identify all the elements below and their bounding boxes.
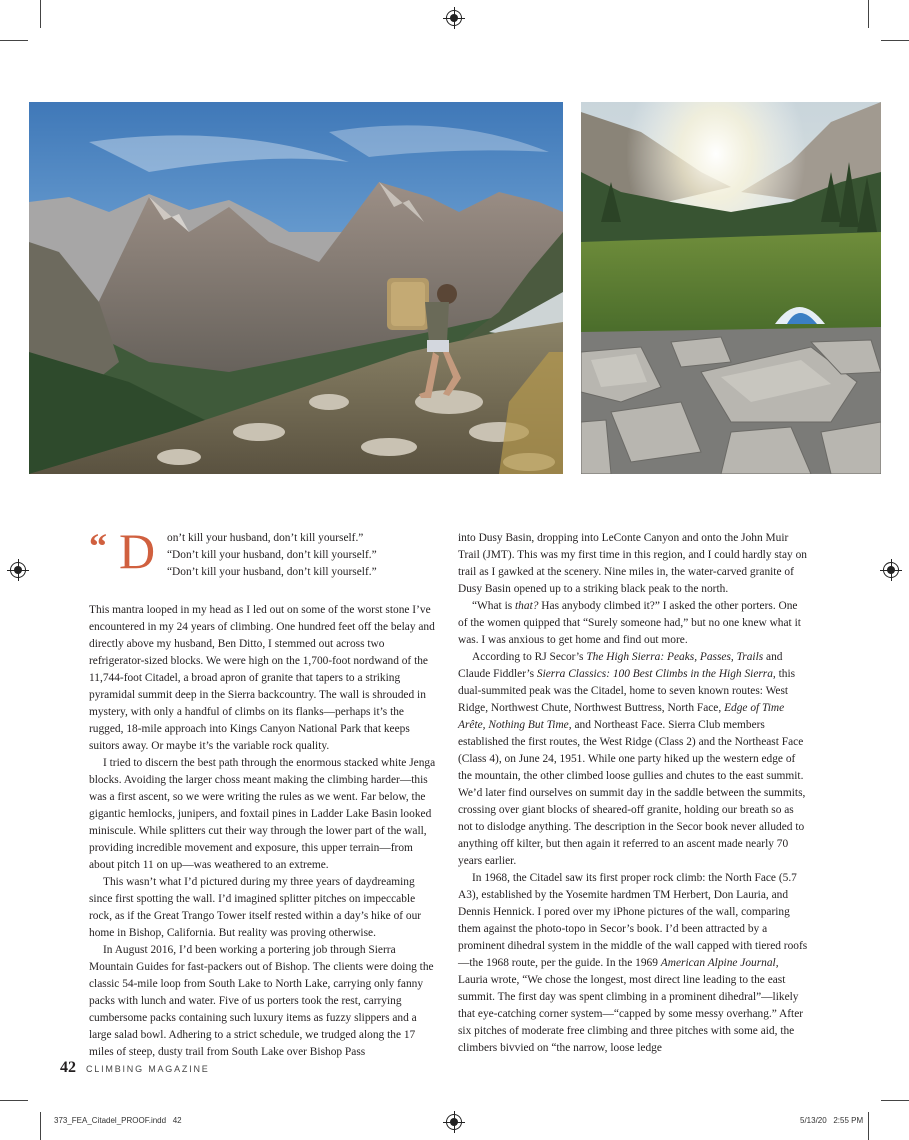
body-paragraph: into Dusy Basin, dropping into LeConte Canyon and onto the John Muir Trail (JMT). This was my first time in this region, and I could hardly stay on trail as I gawked at the scenery. Nine miles in, the water-carved granite of Dusy Basin opened up to a striking black peak to the north. bbox=[458, 532, 807, 595]
body-paragraph: “What is that? Has anybody climbed it?” I asked the other porters. One of the women quipped that “Surely someone had,” but no one knew what it was. I was anxious to get home and find out more. bbox=[458, 600, 801, 646]
mantra-line: on’t kill your husband, don’t kill yourself.” bbox=[167, 532, 364, 544]
mantra-lines bbox=[167, 530, 377, 581]
folio bbox=[60, 1059, 210, 1077]
registration-mark-icon bbox=[10, 562, 26, 578]
body-paragraph: This mantra looped in my head as I led out on some of the worst stone I’ve encountered in my 24 years of climbing. One hundred feet off the belay and directly above my husband, Ben Ditto, I stemmed out across two refrigerator-sized blocks. We were high on the 1,700-foot nordwand of the 11,744-foot Citadel, a broad apron of granite that tapers to a striking pyramidal summit deep in the Sierra backcountry. The wall is shrouded in mystery, with only a handful of climbs on its flanks—perhaps it’s the rugged, 18-mile approach into Kings Canyon National Park that keeps suitors away. Or maybe it’s the variable rock quality. bbox=[89, 604, 435, 752]
crop-mark bbox=[881, 1100, 909, 1101]
photo-tent-boulders bbox=[581, 102, 881, 474]
crop-mark bbox=[40, 0, 41, 28]
body-paragraph: This wasn’t what I’d pictured during my three years of daydreaming since first spotting the wall. I’d imagined splitter pitches on impeccable rock, as if the Great Trango Tower itself rested within a day’s hike of our home in Bishop, California. But reality was proving otherwise. bbox=[89, 876, 422, 939]
body-paragraph: I tried to discern the best path through the enormous stacked white Jenga blocks. Avoiding the larger choss meant making the climbing harder—this was a first ascent, so we were writing the rules as we went. Far below, the gigantic hemlocks, junipers, and foxtail pines in Ladder Lake Basin looked miniscule. While splitters cut their way through the lower part of the wall, providing incredible movement and exposure, this upper terrain—from about pitch 11 on up—was weathered to an extreme. bbox=[89, 757, 436, 871]
drop-cap: D bbox=[119, 523, 156, 579]
crop-mark bbox=[40, 1112, 41, 1140]
photo-hiker-mountains bbox=[29, 102, 563, 474]
registration-mark-icon bbox=[883, 562, 899, 578]
article-column-right bbox=[458, 530, 808, 1057]
opening-quote-mark: “ bbox=[89, 526, 104, 566]
body-paragraph: According to RJ Secor’s The High Sierra: Peaks, Passes, Trails and Claude Fiddler’s Sierra Classics: 100 Best Climbs in the High Sierra, this dual-summited peak was the Citadel, home to seven known routes: West Ridge, Northwest Chute, Northwest Buttress, North Face, Edge of Time Arête, Nothing But Time, and Northeast Face. Sierra Club members established the first routes, the West Ridge (Class 2) and the Northeast Face (Class 4), on June 24, 1951. While one party hiked up the western edge of the mountain, the other climbed loose gullies and chutes to the east summit. We’d later find ourselves on summit day in the saddle between the summits, crossing over giant blocks of sheared-off granite, holding our breath so as not to dislodge anything. The description in the Secor book never alluded to anything off kilter, but then again it referred to an ascent made nearly 70 years earlier. bbox=[458, 651, 806, 867]
body-paragraph: In 1968, the Citadel saw its first proper rock climb: the North Face (5.7 A3), established by the Yosemite hardmen TM Herbert, Don Lauria, and Dennis Hennick. I pored over my iPhone pictures of the wall, comparing them against the photo-topo in Secor’s book. I’d been attracted by a prominent dihedral system in the middle of the wall capped with tiered roofs—the 1968 route, per the guide. In the 1969 American Alpine Journal, Lauria wrote, “We chose the longest, most direct line leading to the east summit. The first day was spent climbing in a prominent dihedral”—likely that eye-catching corner system—“capped by some messy overhang.” After six pitches of moderate free climbing and three pitches with some aid, the climbers bivvied on “the narrow, loose ledge bbox=[458, 872, 808, 1054]
crop-mark bbox=[881, 40, 909, 41]
crop-mark bbox=[0, 1100, 28, 1101]
registration-mark-icon bbox=[446, 10, 462, 26]
page-number: 42 bbox=[60, 1059, 76, 1076]
registration-mark-icon bbox=[446, 1114, 462, 1130]
mantra-line: “Don’t kill your husband, don’t kill yourself.” bbox=[167, 566, 377, 578]
slug-filename: 373_FEA_Citadel_PROOF.indd 42 bbox=[54, 1116, 182, 1125]
slug-datetime: 5/13/20 2:55 PM bbox=[800, 1116, 864, 1125]
magazine-name: CLIMBING MAGAZINE bbox=[86, 1064, 210, 1074]
crop-mark bbox=[868, 0, 869, 28]
crop-mark bbox=[0, 40, 28, 41]
crop-mark bbox=[868, 1112, 869, 1140]
article-column-left bbox=[89, 523, 439, 1061]
mantra-line: “Don’t kill your husband, don’t kill yourself.” bbox=[167, 549, 377, 561]
opening-mantra bbox=[89, 523, 439, 596]
body-paragraph: In August 2016, I’d been working a portering job through Sierra Mountain Guides for fast-packers out of Bishop. The clients were doing the classic 54-mile loop from South Lake to North Lake, carrying only fanny packs with lunch and water. Five of us porters took the rest, carrying cumbersome packs containing such luxury items as fuzzy slippers and a large salad bowl. Adhering to a strict schedule, we trudged along the 17 miles of steep, dusty trail from South Lake over Bishop Pass bbox=[89, 944, 434, 1058]
